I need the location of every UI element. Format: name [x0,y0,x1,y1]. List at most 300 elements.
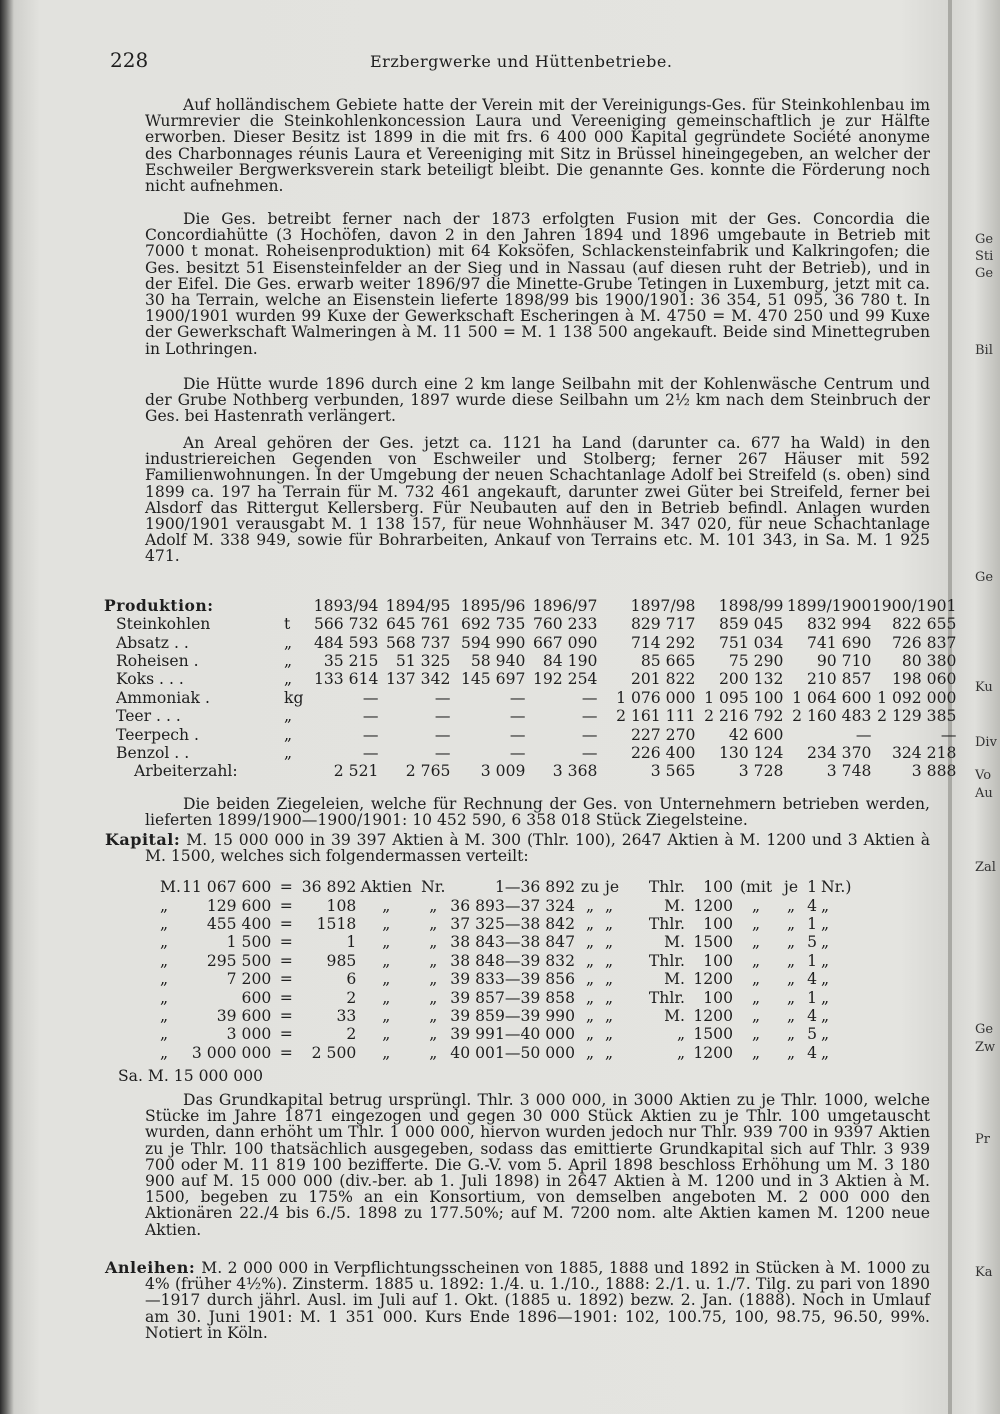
kap-currency: „ [676,1043,686,1062]
production-value: 1 076 000 [616,688,696,707]
production-row-name: Steinkohlen [116,615,211,634]
kap-currency: M. [664,933,686,952]
production-value: 35 215 [323,651,379,670]
production-value: — [581,725,598,744]
production-value: 751 034 [718,633,784,652]
year-header: 1900/1901 [871,596,957,615]
kap-aktien: 108 [326,896,357,915]
production-value: 201 822 [630,670,696,689]
production-value: 714 292 [630,633,696,652]
kap-je2: „ [786,933,796,952]
kap-m: „ [160,951,169,970]
production-value: 2 216 792 [704,707,784,726]
production-row [112,633,956,651]
kap-je2: „ [786,1025,796,1044]
production-value: 484 593 [313,633,379,652]
kap-range: 39 857—39 858 [450,988,576,1007]
kap-je2: „ [786,914,796,933]
production-value: 832 994 [806,615,872,634]
kap-je: je [605,878,620,897]
production-row-unit: kg [284,688,304,707]
kap-mit: „ [751,1043,761,1062]
kapital-row [160,1044,855,1062]
production-header-row [112,596,956,615]
kapital-row [160,915,855,933]
kap-mit: „ [751,1006,761,1025]
production-value: — [855,725,872,744]
kap-value: 1200 [693,896,734,915]
production-value: 130 124 [718,743,784,762]
next-page-fragment: Ge [975,232,994,247]
next-page-fragment: Vo [975,768,992,783]
kap-currency: „ [676,1025,686,1044]
kap-amount: 600 [241,988,272,1007]
kapital-row [160,1025,855,1043]
kap-zu: „ [585,1006,595,1025]
production-row [112,670,956,688]
kap-eq: = [279,988,293,1007]
kap-zu: „ [585,988,595,1007]
production-value: 1 095 100 [704,688,784,707]
kap-aktien: 2 [346,1025,357,1044]
production-value: — [362,743,379,762]
kap-eq: = [279,896,293,915]
production-value: 90 710 [816,651,872,670]
production-row-name: Absatz . . [116,633,189,652]
kap-nr-label: „ [429,1043,438,1062]
next-page-fragment: Ge [975,570,994,585]
production-value: — [434,688,451,707]
next-page-fragment: Ka [975,1265,993,1280]
year-header: 1899/1900 [786,596,872,615]
production-value: 2 765 [405,762,451,781]
kap-value: 1200 [693,1043,734,1062]
kap-value: 1200 [693,1006,734,1025]
kap-currency: M. [664,1006,686,1025]
production-row [112,615,956,633]
production-value: 51 325 [395,651,451,670]
production-value: — [509,688,526,707]
kap-n: 5 [807,1025,817,1044]
production-value: — [940,725,957,744]
kap-nr-end: „ [821,914,830,933]
production-row [112,762,956,780]
production-value: 1 092 000 [877,688,957,707]
paragraph-anleihen [105,1258,930,1342]
kap-m: M. [160,878,181,897]
production-value: 85 665 [640,651,696,670]
kap-nr-label: „ [429,896,438,915]
kap-m: „ [160,1043,169,1062]
kap-amount: 3 000 [226,1025,272,1044]
production-value: 829 717 [630,615,696,634]
kap-currency: M. [664,970,686,989]
next-page-fragment: Zal [975,860,996,875]
production-value: — [362,688,379,707]
kap-nr-end: „ [821,1043,830,1062]
kap-n: 1 [807,988,817,1007]
production-value: 1 064 600 [792,688,872,707]
production-value: 3 728 [738,762,784,781]
production-label: Produktion: [104,596,214,615]
year-header: 1898/99 [718,596,784,615]
production-value: 645 761 [385,615,451,634]
kap-value: 1500 [693,933,734,952]
kap-n: 4 [807,1043,817,1062]
production-row [112,707,956,725]
kap-range: 39 991—40 000 [450,1025,576,1044]
next-page-fragment: Au [975,786,993,801]
kap-nr-label: „ [429,914,438,933]
production-value: 133 614 [313,670,379,689]
kap-aktien: 1 [346,933,357,952]
kap-n: 4 [807,1006,817,1025]
production-value: — [581,743,598,762]
next-page-fragment: Div [975,735,997,750]
kap-zu: „ [585,970,595,989]
production-value: 58 940 [470,651,526,670]
kap-je: „ [605,896,614,915]
production-row-unit: „ [284,743,293,762]
production-value: 2 161 111 [616,707,696,726]
kap-zu: „ [585,1025,595,1044]
kap-aktien: 2 500 [311,1043,357,1062]
kap-range: 40 001—50 000 [450,1043,576,1062]
kap-mit: „ [751,951,761,970]
kap-aktien: 985 [326,951,357,970]
next-page-fragment: Ge [975,1022,994,1037]
kap-m: „ [160,914,169,933]
kap-aktien-label: „ [382,896,391,915]
kap-m: „ [160,1025,169,1044]
kap-nr-end: „ [821,896,830,915]
kap-amount: 11 067 600 [182,878,272,897]
production-row [112,652,956,670]
production-row [112,689,956,707]
kap-currency: Thlr. [648,914,686,933]
kap-n: 1 [807,951,817,970]
kapital-label: Kapital: [105,830,181,849]
production-row-unit: „ [284,633,293,652]
production-row-name: Teerpech . [116,725,200,744]
kap-je2: „ [786,1006,796,1025]
year-header: 1894/95 [385,596,451,615]
kap-n: 1 [807,914,817,933]
production-value: 3 368 [552,762,598,781]
kap-nr-label: „ [429,933,438,952]
kapital-row [160,988,855,1006]
kap-aktien-label: „ [382,951,391,970]
production-value: 234 370 [806,743,872,762]
kap-nr-end: „ [821,1025,830,1044]
paragraph-ziegeleien: Die beiden Ziegeleien, welche für Rechnung der Ges. von Unternehmern betrieben werden, lieferten 1899/1900—1900/1901: 10 452 590, 6 358 018 Stück Ziegelsteine. [145,795,930,830]
production-value: 137 342 [385,670,451,689]
production-row-name: Ammoniak . [116,688,210,707]
kap-je2: „ [786,896,796,915]
next-page-fragment: Sti [975,249,994,264]
kap-nr-label: „ [429,1006,438,1025]
production-value: 822 655 [891,615,957,634]
production-value: 726 837 [891,633,957,652]
kap-n: 1 [807,878,817,897]
kap-je2: „ [786,1043,796,1062]
production-row-unit: „ [284,651,293,670]
anleihen-label: Anleihen: [105,1258,196,1277]
kapital-table [160,878,855,1062]
kap-je: „ [605,914,614,933]
kapital-row [160,970,855,988]
kap-mit: „ [751,896,761,915]
kap-amount: 7 200 [226,970,272,989]
year-header: 1897/98 [630,596,696,615]
kap-range: 38 848—39 832 [450,951,576,970]
production-value: 568 737 [385,633,451,652]
production-value: — [509,743,526,762]
kap-m: „ [160,988,169,1007]
kap-nr-label: „ [429,970,438,989]
kap-nr-end: „ [821,970,830,989]
production-value: 692 735 [460,615,526,634]
kap-je: „ [605,1043,614,1062]
kap-aktien-label: „ [382,988,391,1007]
kap-eq: = [279,951,293,970]
kap-currency: M. [664,896,686,915]
kap-aktien-label: „ [382,1043,391,1062]
kap-eq: = [279,970,293,989]
paragraph-holland: Auf holländischem Gebiete hatte der Verein mit der Vereinigungs-Ges. für Steinkohlenbau im Wurmrevier die Steinkohlenkoncession Laura und Vereeniging gemeinschaftlich je zur Hälfte erworben. Dieser Besitz ist 1899 in die mit frs. 6 400 000 Kapital gegründete Société anonyme des Charbonnages réunis Laura et Vereeniging mit Sitz in Brüssel hineingegeben, an welcher der Eschweiler Bergwerksverein stark beteiligt bleibt. Die genannte Ges. konnte die Förderung noch nicht aufnehmen. [145,96,930,196]
kap-je: „ [605,970,614,989]
kap-m: „ [160,933,169,952]
kap-currency: Thlr. [648,951,686,970]
kap-aktien: 6 [346,970,357,989]
kap-je2: je [783,878,799,897]
production-row-name: Teer . . . [116,707,181,726]
production-value: — [434,725,451,744]
kap-zu: „ [585,1043,595,1062]
production-value: 859 045 [718,615,784,634]
production-row [112,744,956,762]
kapital-row [160,878,855,896]
production-value: 210 857 [806,670,872,689]
production-row-name: Roheisen . [116,651,199,670]
kap-n: 5 [807,933,817,952]
kap-amount: 3 000 000 [191,1043,272,1062]
next-page-fragment: Pr [975,1132,990,1147]
kap-je: „ [605,1006,614,1025]
production-value: 198 060 [891,670,957,689]
production-row-unit [284,762,303,780]
kap-nr-end: „ [821,933,830,952]
kap-aktien-label: „ [382,1025,391,1044]
kap-amount: 39 600 [216,1006,272,1025]
production-row-unit: t [284,615,291,634]
kap-amount: 129 600 [206,896,272,915]
next-page-fragment: Ge [975,266,994,281]
production-value: 84 190 [542,651,598,670]
kap-nr-end: „ [821,1006,830,1025]
kap-eq: = [279,914,293,933]
kap-aktien: 1518 [316,914,357,933]
kapital-row [160,1007,855,1025]
production-value: — [434,743,451,762]
kap-zu: „ [585,914,595,933]
production-value: 3 748 [826,762,872,781]
production-value: 145 697 [460,670,526,689]
production-value: 227 270 [630,725,696,744]
production-row-name: Arbeiterzahl: [134,762,238,781]
kapital-text: M. 15 000 000 in 39 397 Aktien à M. 300 (Thlr. 100), 2647 Aktien à M. 1200 und 3 Aktien à M. 1500, welches sich folgendermassen verteilt: [145,831,930,866]
kapital-total: Sa. M. 15 000 000 [118,1067,264,1085]
kap-m: „ [160,1006,169,1025]
kap-currency: Thlr. [648,878,686,897]
paragraph-grundkapital: Das Grundkapital betrug ursprüngl. Thlr. 3 000 000, in 3000 Aktien zu je Thlr. 1000, welche Stücke im Jahre 1871 eingezogen und gegen 30 000 Stück Aktien zu je Thlr. 100 umgetauscht wurden, dann erhöht um Thlr. 1 000 000, hiervon wurden jedoch nur Thlr. 939 700 in 9397 Aktien zu je Thlr. 100 thatsächlich ausgegeben, sodass das emittierte Grundkapital sich auf Thlr. 3 939 700 oder M. 11 819 100 bezifferte. Die G.-V. vom 5. April 1898 beschloss Erhöhung um M. 3 180 900 auf M. 15 000 000 (div.-ber. ab 1. Juli 1898) in 2647 Aktien à M. 1200 und in 3 Aktien à M. 1500, begeben zu 175% an ein Konsortium, von demselben angeboten M. 2 000 000 den Aktionären 22./4 bis 6./5. 1898 zu 177.50%; auf M. 7200 nom. alte Aktien kamen M. 1200 neue Aktien. [145,1091,930,1239]
production-value: — [362,707,379,726]
production-row [112,725,956,743]
kapital-row [160,933,855,951]
kap-value: 1500 [693,1025,734,1044]
production-value: 75 290 [728,651,784,670]
kap-aktien-label: Aktien [360,878,412,897]
kapital-row [160,896,855,914]
production-value: — [434,707,451,726]
kap-value: 100 [703,914,734,933]
kap-currency: Thlr. [648,988,686,1007]
next-page-fragment: Zw [975,1040,996,1055]
production-value: 192 254 [532,670,598,689]
kap-range: 39 859—39 990 [450,1006,576,1025]
production-value: — [509,707,526,726]
production-value: 324 218 [891,743,957,762]
production-value: — [509,725,526,744]
kap-aktien-label: „ [382,933,391,952]
kap-mit: „ [751,1025,761,1044]
production-value: 226 400 [630,743,696,762]
kap-zu: „ [585,896,595,915]
kap-eq: = [279,1043,293,1062]
kap-je2: „ [786,951,796,970]
kap-value: 100 [703,878,734,897]
production-table [104,596,957,781]
kap-value: 1200 [693,970,734,989]
kap-m: „ [160,896,169,915]
production-row-unit: „ [284,670,293,689]
production-value: 760 233 [532,615,598,634]
kap-amount: 295 500 [206,951,272,970]
production-value: 3 888 [911,762,957,781]
kap-eq: = [279,1006,293,1025]
kap-zu: zu [580,878,600,897]
production-row-unit: „ [284,725,293,744]
production-row-name: Benzol . . [116,743,190,762]
production-row-name: Koks . . . [116,670,184,689]
kap-value: 100 [703,988,734,1007]
production-value: 2 160 483 [792,707,872,726]
production-row-unit: „ [284,707,293,726]
kap-eq: = [279,878,293,897]
year-header: 1893/94 [313,596,379,615]
kap-mit: „ [751,970,761,989]
production-value: — [581,707,598,726]
running-title: Erzbergwerke und Hüttenbetriebe. [370,52,673,71]
paragraph-seilbahn: Die Hütte wurde 1896 durch eine 2 km lange Seilbahn mit der Kohlenwäsche Centrum und der Grube Nothberg verbunden, 1897 wurde diese Seilbahn um 2½ km nach dem Steinbruch der Ges. bei Hastenrath verlängert. [145,375,930,426]
kap-range: 36 893—37 324 [450,896,576,915]
year-header: 1896/97 [532,596,598,615]
kap-aktien: 33 [336,1006,357,1025]
kap-value: 100 [703,951,734,970]
paragraph-areal: An Areal gehören der Ges. jetzt ca. 1121 ha Land (darunter ca. 677 ha Wald) in den industriereichen Gegenden von Eschweiler und Stolberg; ferner 267 Häuser mit 592 Familienwohnungen. In der Umgebung der neuen Schachtanlage Adolf bei Streifeld (s. oben) sind 1899 ca. 197 ha Terrain für M. 732 461 angekauft, darunter zwei Güter bei Streifeld, ferner bei Alsdorf das Rittergut Kellersberg. Für Neubauten auf den in Betrieb befindl. Anlagen wurden 1900/1901 verausgabt M. 1 138 157, für neue Wohnhäuser M. 347 020, für neue Schachtanlage Adolf M. 338 949, sowie für Bohrarbeiten, Ankauf von Terrains etc. M. 101 343, in Sa. M. 1 925 471. [145,434,930,566]
kap-je: „ [605,951,614,970]
production-value: 594 990 [460,633,526,652]
production-value: 2 521 [333,762,379,781]
kap-range: 38 843—38 847 [450,933,576,952]
production-value: 566 732 [313,615,379,634]
kap-nr-label: „ [429,988,438,1007]
paragraph-concordia: Die Ges. betreibt ferner nach der 1873 erfolgten Fusion mit der Ges. Concordia die Concordiahütte (3 Hochöfen, davon 2 in den Jahren 1894 und 1896 umgebaute in Betrieb mit 7000 t monat. Roheisenproduktion) mit 64 Koksöfen, Schlackensteinfabrik und Kalkringofen; die Ges. besitzt 51 Eisensteinfelder an der Sieg und in Nassau (auf diesen ruht der Betrieb), und in der Eifel. Die Ges. erwarb weiter 1896/97 die Minette-Grube Tetingen in Luxemburg, jetzt mit ca. 30 ha Terrain, welche an Eisenstein lieferte 1898/99 bis 1900/1901: 36 354, 51 095, 36 780 t. In 1900/1901 wurden 99 Kuxe der Gewerkschaft Escheringen à M. 4750 = M. 470 250 und 99 Kuxe der Gewerkschaft Walmeringen à M. 11 500 = M. 1 138 500 angekauft. Beide sind Minettegruben in Lothringen. [145,210,930,358]
anleihen-text: M. 2 000 000 in Verpflichtungsscheinen von 1885, 1888 und 1892 in Stücken à M. 1000 zu 4% (früher 4½%). Zinsterm. 1885 u. 1892: 1./4. u. 1./10., 1888: 2./1. u. 1./7. Tilg. zu pari von 1890—1917 durch jährl. Ausl. im Juli auf 1. Okt. (1885 u. 1892) bezw. 2. Jan. (1888). Noch in Umlauf am 30. Juni 1901: M. 1 351 000. Kurs Ende 1896—1901: 102, 100.75, 100, 98.75, 96.50, 99%. Notiert in Köln. [145,1259,930,1342]
kap-mit: „ [751,988,761,1007]
kap-eq: = [279,1025,293,1044]
production-value: 3 009 [480,762,526,781]
kap-range: 37 325—38 842 [450,914,576,933]
paragraph-kapital [105,830,930,866]
production-value: 80 380 [901,651,957,670]
production-value: — [362,725,379,744]
kap-mit: „ [751,933,761,952]
next-page-fragment: Ku [975,680,993,695]
kap-nr-label: „ [429,951,438,970]
kap-zu: „ [585,951,595,970]
page-number: 228 [110,48,149,72]
kap-je: „ [605,1025,614,1044]
kap-mit: „ [751,914,761,933]
production-value: 2 129 385 [877,707,957,726]
kap-nr-label: „ [429,1025,438,1044]
kap-nr-label: Nr. [421,878,446,897]
kap-nr-end: „ [821,951,830,970]
kap-je2: „ [786,988,796,1007]
kapital-row [160,952,855,970]
kap-je2: „ [786,970,796,989]
kap-nr-end: „ [821,988,830,1007]
kap-nr-end: Nr.) [821,878,852,897]
kap-amount: 1 500 [226,933,272,952]
kap-je: „ [605,988,614,1007]
kap-amount: 455 400 [206,914,272,933]
production-value: 200 132 [718,670,784,689]
kap-range: 1—36 892 [494,878,576,897]
kap-range: 39 833—39 856 [450,970,576,989]
kap-aktien-label: „ [382,970,391,989]
kap-eq: = [279,933,293,952]
production-value: 42 600 [728,725,784,744]
next-page-fragment: Bil [975,343,993,358]
production-value: 3 565 [650,762,696,781]
kap-aktien: 36 892 [301,878,357,897]
kap-n: 4 [807,896,817,915]
production-label-cell [104,596,284,615]
production-value: 667 090 [532,633,598,652]
kap-m: „ [160,970,169,989]
kap-mit: (mit [739,878,773,897]
production-value: 741 690 [806,633,872,652]
kap-zu: „ [585,933,595,952]
year-header: 1895/96 [460,596,526,615]
kap-aktien-label: „ [382,1006,391,1025]
kap-aktien: 2 [346,988,357,1007]
kap-n: 4 [807,970,817,989]
kap-je: „ [605,933,614,952]
production-value: — [581,688,598,707]
